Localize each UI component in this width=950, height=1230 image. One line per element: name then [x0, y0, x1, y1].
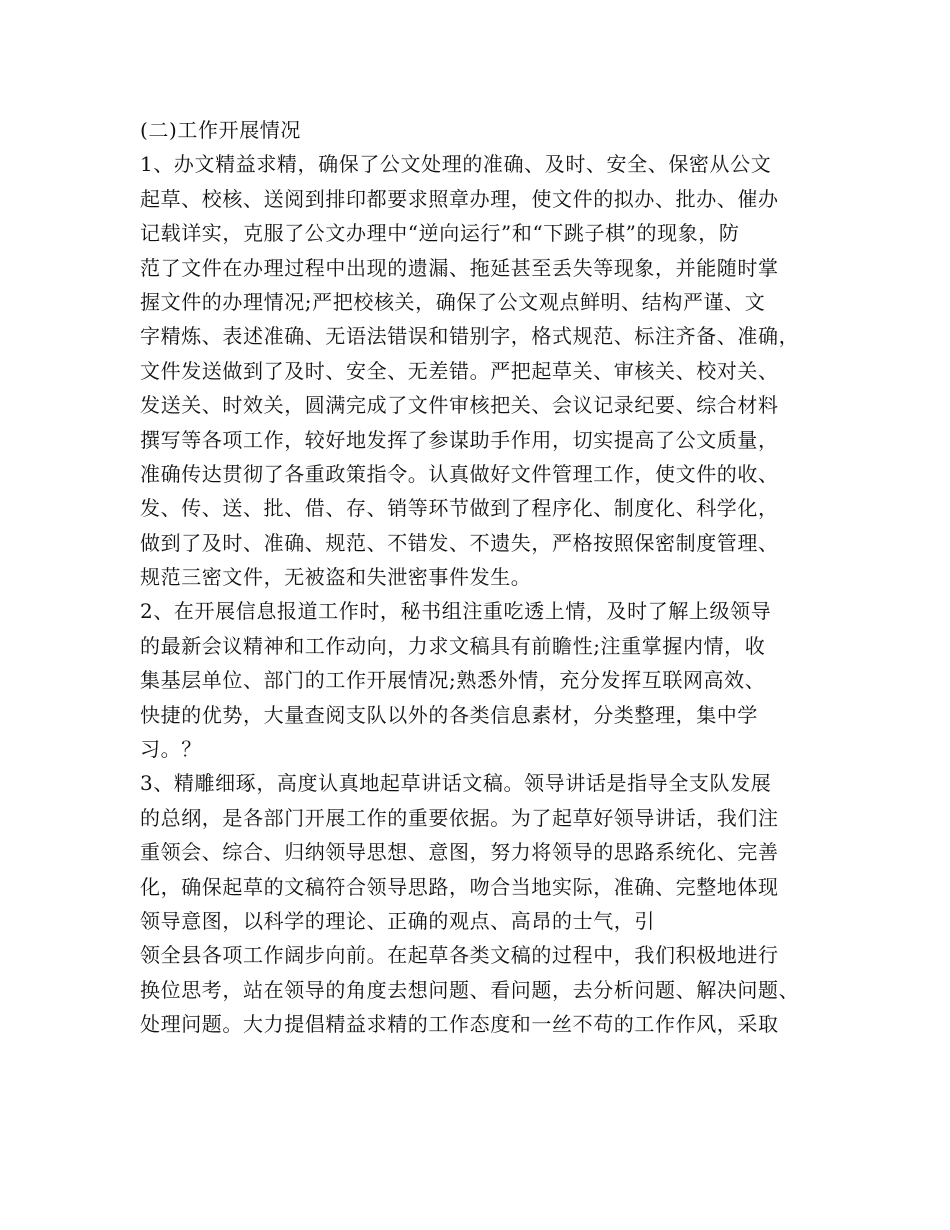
text-line: 化，确保起草的文稿符合领导思路，吻合当地实际，准确、完整地体现	[140, 874, 779, 899]
text-line: 领导意图，以科学的理论、正确的观点、高昂的士气，引	[140, 908, 655, 933]
text-line: 字精炼、表述准确、无语法错误和错别字，格式规范、标注齐备、准确，	[140, 324, 800, 349]
text-line: 起草、校核、送阅到排印都要求照章办理，使文件的拟办、批办、催办	[140, 186, 779, 211]
text-line: 换位思考，站在领导的角度去想问题、看问题，去分析问题、解决问题、	[140, 977, 800, 1002]
text-line: 发送关、时效关，圆满完成了文件审核把关、会议记录纪要、综合材料	[140, 393, 779, 418]
text-line: 处理问题。大力提倡精益求精的工作态度和一丝不苟的工作作风，采取	[140, 1012, 779, 1037]
text-line: 的最新会议精神和工作动向，力求文稿具有前瞻性;注重掌握内情，收	[140, 633, 766, 658]
text-line: 撰写等各项工作，较好地发挥了参谋助手作用，切实提高了公文质量，	[140, 427, 779, 452]
document-body	[140, 113, 830, 1042]
text-line: 领全县各项工作阔步向前。在起草各类文稿的过程中，我们积极地进行	[140, 943, 779, 968]
text-line: 集基层单位、部门的工作开展情况;熟悉外情，充分发挥互联网高效、	[140, 668, 766, 693]
text-line: 2、在开展信息报道工作时，秘书组注重吃透上情，及时了解上级领导	[140, 599, 772, 624]
text-line: 范了文件在办理过程中出现的遗漏、拖延甚至丢失等现象，并能随时掌	[140, 255, 779, 280]
text-line: 准确传达贯彻了各重政策指令。认真做好文件管理工作，使文件的收、	[140, 461, 779, 486]
text-line: 发、传、送、批、借、存、销等环节做到了程序化、制度化、科学化，	[140, 496, 779, 521]
text-line: 1、办文精益求精，确保了公文处理的准确、及时、安全、保密从公文	[140, 152, 772, 177]
text-line: 重领会、综合、归纳领导思想、意图，努力将领导的思路系统化、完善	[140, 840, 779, 865]
text-line: 文件发送做到了及时、安全、无差错。严把起草关、审核关、校对关、	[140, 358, 779, 383]
text-line: 规范三密文件，无被盗和失泄密事件发生。	[140, 565, 532, 590]
section-heading: (二)工作开展情况	[140, 118, 302, 142]
text-line: 记载详实，克服了公文办理中“逆向运行”和“下跳子棋”的现象，防	[140, 221, 740, 246]
text-line: 做到了及时、准确、规范、不错发、不遗失，严格按照保密制度管理、	[140, 530, 779, 555]
text-line: 握文件的办理情况;严把校核关，确保了公文观点鲜明、结构严谨、文	[140, 289, 766, 314]
text-line: 快捷的优势，大量查阅支队以外的各类信息素材，分类整理，集中学	[140, 702, 758, 727]
text-line: 的总纲，是各部门开展工作的重要依据。为了起草好领导讲话，我们注	[140, 805, 779, 830]
text-line: 习。？	[140, 737, 202, 762]
text-line: 3、精雕细琢，高度认真地起草讲话文稿。领导讲话是指导全支队发展	[140, 771, 772, 796]
